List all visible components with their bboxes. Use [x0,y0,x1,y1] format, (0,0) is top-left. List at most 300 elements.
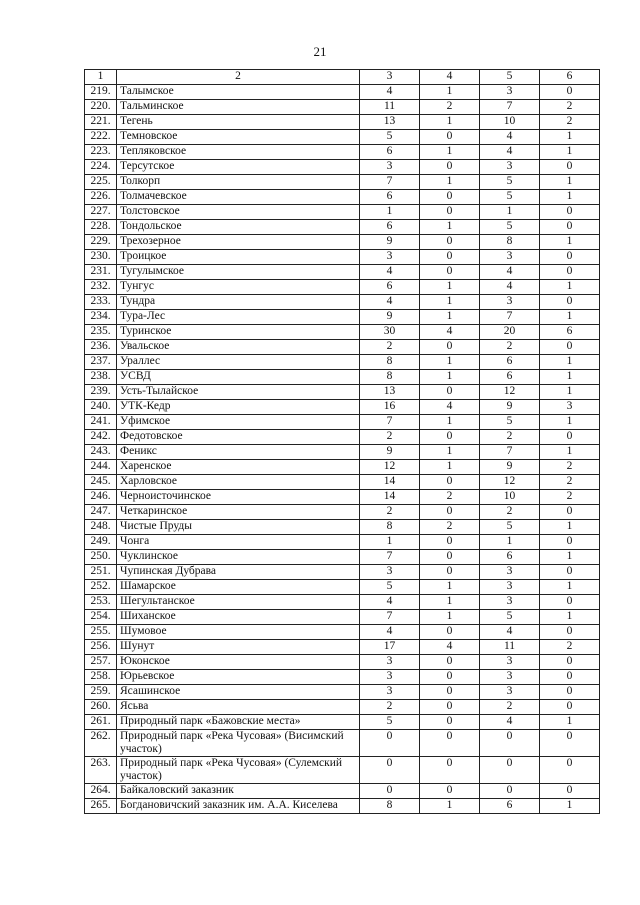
value-col6: 0 [540,700,600,715]
reserve-name: Толкорп [117,175,360,190]
value-col6: 1 [540,310,600,325]
value-col3: 8 [360,370,420,385]
value-col5: 2 [480,430,540,445]
value-col3: 9 [360,445,420,460]
reserve-name: Ураллес [117,355,360,370]
value-col6: 0 [540,250,600,265]
value-col3: 3 [360,250,420,265]
value-col4: 1 [420,610,480,625]
value-col6: 0 [540,85,600,100]
value-col5: 4 [480,145,540,160]
row-number: 230. [85,250,117,265]
value-col3: 0 [360,784,420,799]
reserve-name: Терсутское [117,160,360,175]
table-row [85,430,600,445]
value-col3: 7 [360,550,420,565]
value-col3: 4 [360,265,420,280]
value-col5: 7 [480,445,540,460]
value-col4: 1 [420,220,480,235]
row-number: 251. [85,565,117,580]
row-number: 245. [85,475,117,490]
value-col4: 0 [420,535,480,550]
value-col6: 1 [540,370,600,385]
value-col5: 0 [480,784,540,799]
page-number: 21 [313,44,327,59]
row-number: 222. [85,130,117,145]
value-col6: 1 [540,520,600,535]
value-col4: 1 [420,460,480,475]
row-number: 250. [85,550,117,565]
value-col3: 30 [360,325,420,340]
table-row [85,715,600,730]
value-col5: 4 [480,130,540,145]
table-row [85,280,600,295]
value-col3: 2 [360,505,420,520]
value-col5: 5 [480,610,540,625]
value-col3: 8 [360,355,420,370]
value-col3: 6 [360,190,420,205]
value-col3: 4 [360,295,420,310]
value-col5: 3 [480,160,540,175]
reserve-name: Уфимское [117,415,360,430]
row-number: 257. [85,655,117,670]
reserve-name: Богдановичский заказник им. А.А. Киселева [117,799,360,814]
value-col6: 0 [540,505,600,520]
row-number: 247. [85,505,117,520]
value-col3: 6 [360,280,420,295]
reserve-name: Природный парк «Бажовские места» [117,715,360,730]
row-number: 255. [85,625,117,640]
value-col6: 1 [540,445,600,460]
value-col3: 4 [360,625,420,640]
value-col4: 0 [420,685,480,700]
value-col4: 0 [420,700,480,715]
value-col6: 1 [540,799,600,814]
value-col3: 13 [360,385,420,400]
row-number: 235. [85,325,117,340]
value-col6: 1 [540,415,600,430]
value-col4: 0 [420,130,480,145]
value-col4: 1 [420,175,480,190]
value-col5: 7 [480,310,540,325]
reserve-name: Тальминское [117,100,360,115]
value-col6: 0 [540,205,600,220]
table-row [85,355,600,370]
value-col6: 0 [540,430,600,445]
table-row [85,85,600,100]
table-row [85,784,600,799]
value-col4: 0 [420,655,480,670]
value-col3: 17 [360,640,420,655]
value-col3: 3 [360,565,420,580]
value-col5: 8 [480,235,540,250]
value-col4: 0 [420,235,480,250]
reserve-name: Харловское [117,475,360,490]
value-col5: 5 [480,175,540,190]
row-number: 229. [85,235,117,250]
row-number: 249. [85,535,117,550]
value-col6: 0 [540,685,600,700]
value-col4: 4 [420,400,480,415]
value-col3: 14 [360,475,420,490]
table-row [85,610,600,625]
table-row [85,250,600,265]
reserve-name: Троицкое [117,250,360,265]
value-col4: 0 [420,670,480,685]
value-col5: 4 [480,715,540,730]
value-col6: 0 [540,220,600,235]
value-col6: 0 [540,730,600,757]
reserve-name: Шегультанское [117,595,360,610]
value-col5: 3 [480,655,540,670]
value-col3: 7 [360,610,420,625]
value-col3: 8 [360,520,420,535]
value-col5: 3 [480,295,540,310]
value-col3: 3 [360,655,420,670]
reserve-name: Природный парк «Река Чусовая» (Сулемский участок) [117,757,360,784]
value-col4: 0 [420,340,480,355]
value-col6: 1 [540,550,600,565]
table-row [85,550,600,565]
value-col4: 0 [420,757,480,784]
value-col3: 3 [360,160,420,175]
value-col3: 7 [360,415,420,430]
value-col4: 1 [420,370,480,385]
reserve-name: Увальское [117,340,360,355]
value-col6: 2 [540,100,600,115]
row-number: 219. [85,85,117,100]
table-header-row [85,70,600,85]
table-row [85,100,600,115]
table-row [85,220,600,235]
value-col6: 1 [540,190,600,205]
column-header: 5 [480,70,540,85]
value-col6: 0 [540,625,600,640]
reserve-name: Ясьва [117,700,360,715]
reserve-name: Тегень [117,115,360,130]
value-col6: 0 [540,160,600,175]
value-col6: 0 [540,340,600,355]
value-col3: 8 [360,799,420,814]
value-col4: 1 [420,280,480,295]
value-col5: 3 [480,85,540,100]
reserve-name: Шиханское [117,610,360,625]
row-number: 253. [85,595,117,610]
data-table [84,69,600,814]
value-col5: 20 [480,325,540,340]
row-number: 258. [85,670,117,685]
value-col6: 1 [540,130,600,145]
value-col3: 9 [360,310,420,325]
row-number: 259. [85,685,117,700]
row-number: 243. [85,445,117,460]
value-col5: 10 [480,490,540,505]
value-col3: 3 [360,685,420,700]
value-col5: 12 [480,475,540,490]
column-header: 1 [85,70,117,85]
reserve-name: Толстовское [117,205,360,220]
reserve-name: Четкаринское [117,505,360,520]
table-row [85,415,600,430]
value-col4: 4 [420,640,480,655]
row-number: 225. [85,175,117,190]
reserve-name: УТК-Кедр [117,400,360,415]
value-col4: 0 [420,715,480,730]
column-header: 4 [420,70,480,85]
value-col5: 10 [480,115,540,130]
value-col5: 4 [480,280,540,295]
table-row [85,265,600,280]
value-col6: 2 [540,640,600,655]
reserve-name: Тепляковское [117,145,360,160]
table-row [85,235,600,250]
value-col6: 2 [540,460,600,475]
row-number: 227. [85,205,117,220]
value-col3: 2 [360,700,420,715]
value-col4: 1 [420,799,480,814]
row-number: 226. [85,190,117,205]
value-col3: 2 [360,340,420,355]
table-row [85,475,600,490]
value-col4: 1 [420,580,480,595]
value-col6: 1 [540,385,600,400]
table-row [85,130,600,145]
table-row [85,190,600,205]
value-col6: 1 [540,235,600,250]
value-col3: 1 [360,535,420,550]
table-row [85,535,600,550]
reserve-name: Феникс [117,445,360,460]
table-row [85,490,600,505]
row-number: 252. [85,580,117,595]
row-number: 241. [85,415,117,430]
row-number: 237. [85,355,117,370]
value-col5: 3 [480,565,540,580]
value-col5: 9 [480,460,540,475]
row-number: 264. [85,784,117,799]
reserve-name: Тундра [117,295,360,310]
value-col4: 0 [420,205,480,220]
value-col4: 1 [420,310,480,325]
value-col3: 7 [360,175,420,190]
value-col5: 2 [480,340,540,355]
value-col5: 6 [480,550,540,565]
table-row [85,460,600,475]
value-col5: 3 [480,670,540,685]
row-number: 260. [85,700,117,715]
value-col6: 2 [540,490,600,505]
table-row [85,520,600,535]
value-col5: 5 [480,520,540,535]
reserve-name: Федотовское [117,430,360,445]
value-col6: 1 [540,280,600,295]
value-col6: 3 [540,400,600,415]
value-col4: 2 [420,490,480,505]
value-col3: 16 [360,400,420,415]
value-col5: 2 [480,700,540,715]
table-row [85,700,600,715]
value-col5: 0 [480,730,540,757]
value-col5: 6 [480,370,540,385]
value-col4: 2 [420,100,480,115]
value-col4: 1 [420,295,480,310]
value-col6: 6 [540,325,600,340]
value-col4: 0 [420,190,480,205]
value-col5: 5 [480,415,540,430]
reserve-name: УСВД [117,370,360,385]
value-col6: 1 [540,610,600,625]
reserve-name: Толмачевское [117,190,360,205]
row-number: 221. [85,115,117,130]
value-col4: 0 [420,265,480,280]
row-number: 220. [85,100,117,115]
value-col3: 5 [360,130,420,145]
table-row [85,205,600,220]
row-number: 236. [85,340,117,355]
value-col3: 9 [360,235,420,250]
reserve-name: Ясашинское [117,685,360,700]
value-col5: 5 [480,190,540,205]
value-col6: 2 [540,115,600,130]
table-row [85,565,600,580]
table-row [85,340,600,355]
row-number: 238. [85,370,117,385]
reserve-name: Талымское [117,85,360,100]
row-number: 223. [85,145,117,160]
reserve-name: Шумовое [117,625,360,640]
value-col5: 1 [480,535,540,550]
value-col6: 0 [540,565,600,580]
row-number: 234. [85,310,117,325]
value-col5: 3 [480,685,540,700]
value-col4: 0 [420,550,480,565]
value-col6: 2 [540,475,600,490]
value-col5: 3 [480,595,540,610]
table-row [85,595,600,610]
table-row [85,145,600,160]
value-col3: 11 [360,100,420,115]
table-row [85,730,600,757]
row-number: 263. [85,757,117,784]
table-row [85,670,600,685]
value-col6: 0 [540,670,600,685]
table-row [85,310,600,325]
value-col5: 11 [480,640,540,655]
table-row [85,505,600,520]
reserve-name: Черноисточинское [117,490,360,505]
row-number: 239. [85,385,117,400]
value-col4: 1 [420,445,480,460]
reserve-name: Тугулымское [117,265,360,280]
value-col5: 6 [480,355,540,370]
row-number: 254. [85,610,117,625]
row-number: 240. [85,400,117,415]
row-number: 262. [85,730,117,757]
table-row [85,685,600,700]
reserve-name: Туринское [117,325,360,340]
value-col3: 5 [360,580,420,595]
value-col5: 3 [480,580,540,595]
value-col4: 0 [420,565,480,580]
value-col4: 0 [420,625,480,640]
value-col4: 1 [420,115,480,130]
table-row [85,580,600,595]
value-col6: 0 [540,265,600,280]
reserve-name: Шамарское [117,580,360,595]
value-col6: 1 [540,175,600,190]
value-col6: 0 [540,535,600,550]
reserve-name: Тондольское [117,220,360,235]
reserve-name: Чупинская Дубрава [117,565,360,580]
value-col6: 0 [540,295,600,310]
table-row [85,655,600,670]
value-col5: 7 [480,100,540,115]
value-col3: 0 [360,730,420,757]
table-row [85,175,600,190]
row-number: 233. [85,295,117,310]
value-col4: 1 [420,415,480,430]
table-row [85,757,600,784]
row-number: 261. [85,715,117,730]
value-col4: 0 [420,730,480,757]
table-row [85,325,600,340]
value-col3: 0 [360,757,420,784]
row-number: 244. [85,460,117,475]
row-number: 246. [85,490,117,505]
reserve-name: Байкаловский заказник [117,784,360,799]
row-number: 265. [85,799,117,814]
value-col5: 6 [480,799,540,814]
reserve-name: Чонга [117,535,360,550]
reserve-name: Шунут [117,640,360,655]
table-row [85,295,600,310]
value-col3: 2 [360,430,420,445]
value-col5: 4 [480,265,540,280]
table-row [85,115,600,130]
table-row [85,385,600,400]
value-col3: 12 [360,460,420,475]
reserve-name: Природный парк «Река Чусовая» (Висимский участок) [117,730,360,757]
reserve-name: Усть-Тылайское [117,385,360,400]
value-col4: 0 [420,505,480,520]
value-col6: 1 [540,145,600,160]
value-col3: 13 [360,115,420,130]
value-col4: 1 [420,85,480,100]
row-number: 242. [85,430,117,445]
table-row [85,799,600,814]
reserve-name: Харенское [117,460,360,475]
table-row [85,160,600,175]
reserve-name: Тура-Лес [117,310,360,325]
value-col3: 14 [360,490,420,505]
value-col6: 0 [540,655,600,670]
row-number: 231. [85,265,117,280]
table-row [85,400,600,415]
value-col4: 1 [420,355,480,370]
value-col5: 9 [480,400,540,415]
value-col4: 1 [420,595,480,610]
reserve-name: Чуклинское [117,550,360,565]
reserve-name: Юконское [117,655,360,670]
value-col3: 5 [360,715,420,730]
table-row [85,640,600,655]
column-header: 6 [540,70,600,85]
value-col4: 0 [420,250,480,265]
value-col6: 0 [540,757,600,784]
table-row [85,370,600,385]
value-col4: 0 [420,784,480,799]
value-col3: 6 [360,220,420,235]
